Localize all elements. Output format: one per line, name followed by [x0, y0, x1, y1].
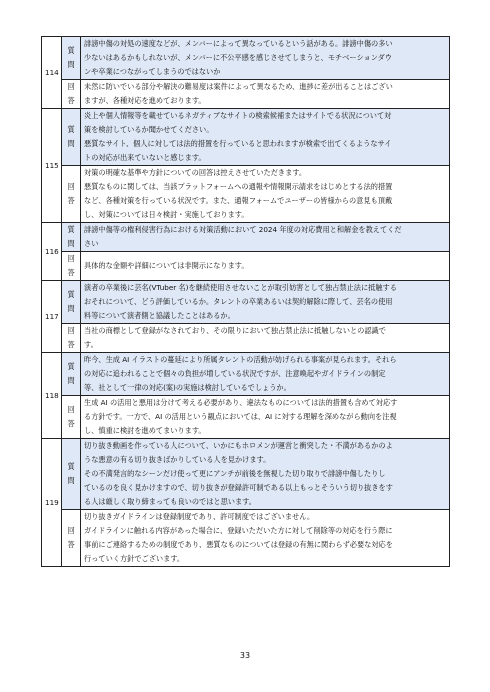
answer-line: ますが、各種対応を進めております。	[84, 96, 206, 105]
question-text	[81, 223, 450, 252]
answer-line: る方針です。一方で、AI の活用という観点においては、AI に対する理解を深めながら動向を注視	[84, 412, 397, 421]
question-line: 演者の卒業後に芸名(VTuber 名)を継続使用させないことが取引妨害として独占禁止法に抵触する	[84, 283, 397, 292]
question-row	[42, 281, 450, 324]
question-text	[81, 281, 450, 324]
question-line: 等、社として一律の対応(案)の実施は検討しているでしょうか。	[84, 383, 291, 392]
answer-line: ガイドラインに触れる内容があった場合に、登録いただいた方に対して削除等の対応を行う際に	[84, 526, 393, 535]
answer-line: し、慎重に検討を進めてまいります。	[84, 426, 206, 435]
answer-line: 行っていく方針でございます。	[84, 554, 185, 563]
question-line: 炎上や個人情報等を載せているネガティブなサイトの検索候補またはサイトでる状況について対	[84, 111, 392, 120]
question-line: ンや卒業につながってしまうのではないか	[84, 67, 221, 76]
item-number: 116	[42, 223, 62, 281]
answer-label: 回答	[62, 166, 81, 223]
answer-row	[42, 324, 450, 353]
question-text	[81, 37, 450, 80]
answer-text	[81, 252, 450, 281]
question-line: さい	[84, 239, 99, 248]
answer-text	[81, 324, 450, 353]
question-line: 誹謗中傷の対処の速度などが、メンバーによって異なっているという話がある。誹謗中傷の多い	[84, 39, 393, 48]
question-line: おそれについて、どう評価しているか。タレントの卒業あるいは契約解除に際して、芸名の使用	[84, 297, 393, 306]
answer-text	[81, 510, 450, 567]
question-text	[81, 353, 450, 396]
question-label: 質問	[62, 37, 81, 80]
question-row	[42, 353, 450, 396]
answer-label: 回答	[62, 510, 81, 567]
question-text	[81, 109, 450, 166]
item-number: 118	[42, 353, 62, 439]
page-number: 33	[239, 651, 251, 660]
question-row	[42, 223, 450, 252]
item-number: 115	[42, 109, 62, 223]
answer-text	[81, 396, 450, 439]
qa-table-body	[42, 37, 450, 567]
answer-row	[42, 510, 450, 567]
answer-row	[42, 80, 450, 109]
answer-line: 生成 AI の活用と悪用は分けて考える必要があり、違法なものについては法的措置も含めて対応す	[84, 398, 398, 407]
answer-line: 対策の明確な基準や方針についての回答は控えさせていただきます。	[84, 168, 307, 177]
question-row	[42, 439, 450, 510]
question-line: の対応に追われることで個々の負担が増している状況ですが、注意喚起やガイドラインの制定	[84, 369, 386, 378]
question-line: 昨今、生成 AI イラストの蔓延により所属タレントの活動が妨げられる事案が見られます。それら	[84, 355, 397, 364]
question-row	[42, 109, 450, 166]
answer-label: 回答	[62, 252, 81, 281]
question-line: 悪質なサイト、個人に対しては法的措置を行っていると思われますが検索で出てくるようなサイ	[84, 139, 392, 148]
question-line: 少ないはあるかもしれないが、メンバーに不公平感を感じさせてしまうと、モチベーションダウ	[84, 53, 392, 62]
item-number: 114	[42, 37, 62, 109]
answer-label: 回答	[62, 80, 81, 109]
question-line: 誹謗中傷等の権利侵害行為における対策活動において 2024 年度の対応費用と和解金を教えてくだ	[84, 225, 402, 234]
question-line: うな悪意の有る切り抜きばかりしている人を見かけます。	[84, 455, 271, 464]
answer-line: 悪質なものに関しては、当該プラットフォームへの通報や情報開示請求をはじめとする法的措置	[84, 182, 393, 191]
item-number: 117	[42, 281, 62, 353]
answer-row	[42, 166, 450, 223]
question-text	[81, 439, 450, 510]
question-line: 策を検討しているか聞かせてください。	[84, 125, 214, 134]
answer-text	[81, 80, 450, 109]
question-line: 料等について演者側と協議したことはあるか。	[84, 311, 235, 320]
question-label: 質問	[62, 109, 81, 166]
question-label: 質問	[62, 439, 81, 510]
question-row	[42, 37, 450, 80]
answer-line: 具体的な金額や詳細については非開示になります。	[84, 261, 249, 270]
answer-line: 当社の商標として登録がなされており、その限りにおいて独占禁止法に抵触しないとの認識で	[84, 326, 386, 335]
answer-line: し、対策については日々検討・実施しております。	[84, 210, 249, 219]
answer-text	[81, 166, 450, 223]
question-line: その不満発言的なシーンだけ使って更にアンチが前後を無視した切り取りで誹謗中傷したりし	[84, 469, 386, 478]
question-line: トの対応が出来ていないと感じます。	[84, 153, 206, 162]
answer-line: 事前にご連絡するための制度であり、悪質なものについては登録の有無に関わらず必要な対応を	[84, 540, 393, 549]
question-line: る人は厳しく取り締まっても良いのではと思います。	[84, 497, 256, 506]
question-line: ているのを良く見かけますので、切り抜きが登録許可制である以上もっとそういう切り抜きをす	[84, 483, 393, 492]
qa-table	[41, 36, 450, 567]
answer-line: す。	[84, 340, 98, 349]
answer-label: 回答	[62, 396, 81, 439]
item-number: 119	[42, 439, 62, 567]
answer-row	[42, 252, 450, 281]
answer-row	[42, 396, 450, 439]
question-label: 質問	[62, 223, 81, 252]
question-label: 質問	[62, 353, 81, 396]
question-label: 質問	[62, 281, 81, 324]
answer-label: 回答	[62, 324, 81, 353]
question-line: 切り抜き動画を作っている人について、いかにもホロメンが運営と衝突した・不満があるかのよ	[84, 441, 393, 450]
answer-line: 切り抜きガイドラインは登録制度であり、許可制度ではございません。	[84, 512, 315, 521]
answer-line: など、各種対策を行っている状況です。また、通報フォームでユーザーの皆様からの意見も頂戴	[84, 196, 393, 205]
answer-line: 未然に防いでいる部分や解決の難易度は案件によって異なるため、進捗に差が出ることはござい	[84, 82, 393, 91]
